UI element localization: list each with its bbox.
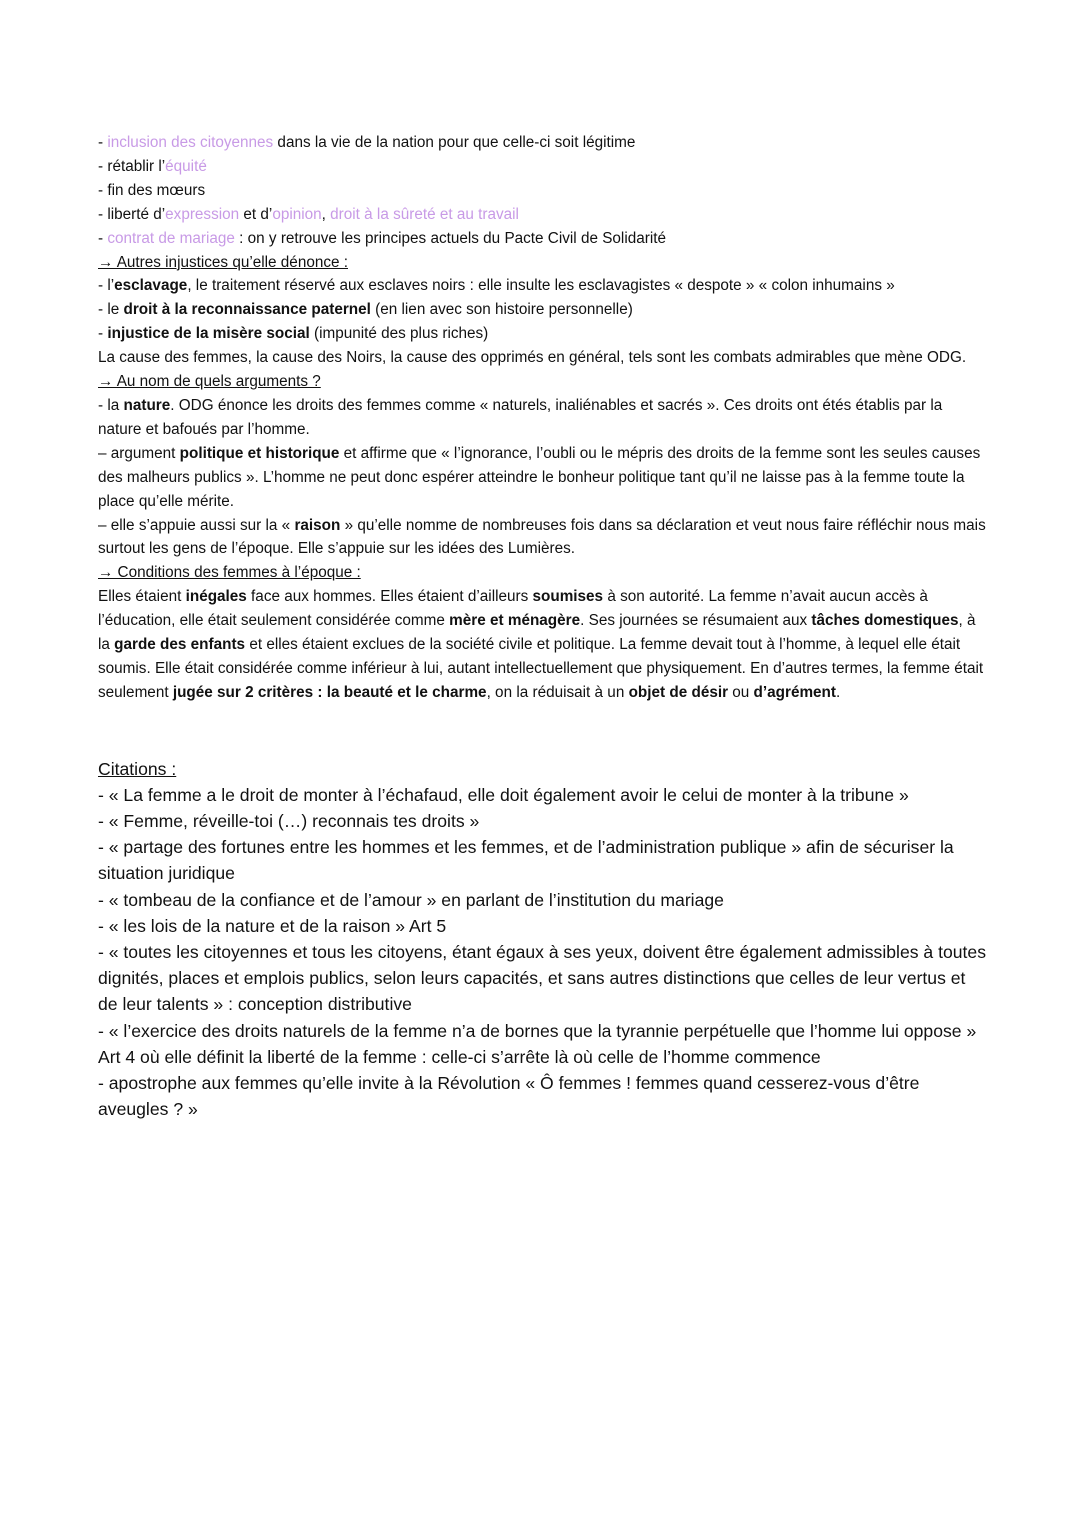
paragraph-text: et affirme que « l’ignorance, l’oubli ou le mépris des droits de la femme sont les seules causes des malheurs publics ». L’homme ne peut donc espérer atteindre le bonheur politique tant qu’il ne laisse pas à la femme toute la place qu’elle mérite. — [98, 444, 981, 510]
citation-item: - « les lois de la nature et de la raison » Art 5 — [98, 915, 447, 936]
list-item-text: - l’ — [98, 277, 115, 295]
citation-item: - « partage des fortunes entre les hommes et les femmes, et de l’administration publique » afin de sécuriser la situation juridique — [98, 837, 954, 884]
list-item-text: - rétablir l’ — [98, 157, 166, 175]
document-page — [98, 131, 988, 1122]
section-heading-arguments: → Au nom de quels arguments ? — [98, 373, 321, 391]
paragraph-text: – elle s’appuie aussi sur la « — [98, 516, 295, 534]
list-item-text: - le — [98, 301, 124, 319]
highlight-text: équité — [165, 157, 207, 175]
bold-text: raison — [294, 516, 341, 534]
paragraph-raison — [98, 514, 988, 562]
list-item-inclusion — [98, 131, 988, 155]
paragraph-text: . Ses journées se résumaient aux — [580, 612, 812, 630]
paragraph-conditions — [98, 585, 988, 705]
paragraph-text: – argument — [98, 444, 180, 462]
citation-item: - « tombeau de la confiance et de l’amour » en parlant de l’institution du mariage — [98, 889, 724, 910]
bold-text: mère et ménagère — [449, 612, 581, 630]
list-item-prefix: - — [98, 229, 108, 247]
highlight-text: droit à la sûreté et au travail — [330, 205, 519, 223]
bold-text: garde des enfants — [114, 636, 246, 654]
paragraph-text: face aux hommes. Elles étaient d’ailleurs — [246, 588, 533, 606]
list-item-liberte — [98, 203, 988, 227]
bold-text: jugée sur 2 critères : la beauté et le charme — [172, 683, 487, 701]
bold-text: nature — [123, 396, 171, 414]
list-item-text: : on y retrouve les principes actuels du Pacte Civil de Solidarité — [234, 229, 666, 247]
highlight-text: inclusion des citoyennes — [107, 134, 274, 151]
list-item-text: (en lien avec son histoire personnelle) — [370, 301, 633, 319]
list-item-text: (impunité des plus riches) — [309, 325, 489, 343]
highlight-text: contrat de mariage — [107, 229, 235, 247]
list-item-text: et d’ — [239, 205, 273, 223]
paragraph-nature — [98, 394, 988, 442]
bold-text: politique et historique — [179, 444, 340, 462]
paragraph-text: - la — [98, 396, 124, 414]
paragraph-text: et elles étaient exclues de la société civile et politique. La femme devait tout à l’homme, à lequel elle était soumis. Elle était considérée comme inférieur à lui, autant intellectuellement que physiquement. En d’autres termes, la femme était seulement — [98, 636, 984, 701]
list-item-text: , le traitement réservé aux esclaves noirs : elle insulte les esclavagistes « despote » « colon inhumains » — [187, 277, 895, 295]
section-spacer — [98, 705, 988, 756]
paragraph-text: , on la réduisait à un — [486, 683, 629, 701]
section-heading-injustices: → Autres injustices qu’elle dénonce : — [98, 253, 348, 271]
paragraph-text: Elles étaient — [98, 588, 186, 606]
list-item-esclavage — [98, 274, 988, 298]
list-item-text: - liberté d’ — [98, 205, 166, 223]
citation-item: - « l’exercice des droits naturels de la femme n’a de bornes que la tyrannie perpétuelle que l’homme lui oppose » Art 4 où elle définit la liberté de la femme : celle-ci s’arrête là où celle de l’homme commence — [98, 1020, 977, 1067]
highlight-text: expression — [165, 205, 240, 223]
bold-text: tâches domestiques — [811, 612, 959, 630]
paragraph-text: ou — [728, 683, 754, 701]
paragraph-causes: La cause des femmes, la cause des Noirs, la cause des opprimés en général, tels sont les combats admirables que mène ODG. — [98, 349, 967, 367]
paragraph-politique — [98, 442, 988, 514]
paragraph-text: . ODG énonce les droits des femmes comme « naturels, inaliénables et sacrés ». Ces droits ont étés établis par la nature et bafoués par l’homme. — [98, 396, 943, 438]
bold-text: soumises — [532, 588, 604, 606]
citation-item: - « La femme a le droit de monter à l’échafaud, elle doit également avoir le celui de monter à la tribune » — [98, 784, 909, 805]
bold-text: inégales — [185, 588, 247, 606]
paragraph-text: » qu’elle nomme de nombreuses fois dans sa déclaration et veut nous faire réfléchir nous mais surtout les gens de l’époque. Elle s’appuie sur les idées des Lumières. — [98, 516, 986, 558]
bold-text: droit à la reconnaissance paternel — [123, 301, 371, 319]
section-heading-conditions: → Conditions des femmes à l’époque : — [98, 564, 361, 582]
bold-text: esclavage — [114, 277, 188, 295]
paragraph-text: , à la — [98, 612, 976, 654]
citation-item: - apostrophe aux femmes qu’elle invite à la Révolution « Ô femmes ! femmes quand cesserez-vous d’être aveugles ? » — [98, 1072, 920, 1120]
list-item-misere — [98, 322, 988, 346]
paragraph-text: . — [836, 683, 841, 701]
bold-text: injustice de la misère social — [107, 325, 310, 343]
bold-text: objet de désir — [628, 683, 729, 701]
list-item-reconnaissance — [98, 298, 988, 322]
bold-text: d’agrément — [753, 683, 836, 701]
list-item-text: , — [321, 205, 331, 223]
list-item-prefix: - — [98, 134, 108, 151]
section-heading-citations: Citations : — [98, 758, 177, 779]
list-item-equite — [98, 155, 988, 179]
citation-item: - « Femme, réveille-toi (…) reconnais tes droits » — [98, 810, 480, 831]
list-item-text: dans la vie de la nation pour que celle-ci soit légitime — [273, 134, 636, 151]
list-item-moeurs: - fin des mœurs — [98, 181, 206, 199]
citation-item: - « toutes les citoyennes et tous les citoyens, étant égaux à ses yeux, doivent être également admissibles à toutes dignités, places et emplois publics, selon leurs capacités, et sans autres distinctions que celles de leur vertus et de leur talents » : conception distributive — [98, 941, 987, 1015]
highlight-text: opinion — [272, 205, 322, 223]
paragraph-text: à son autorité. La femme n’avait aucun accès à l’éducation, elle était seulement considérée comme — [98, 588, 928, 630]
list-item-text: - — [98, 325, 108, 343]
list-item-contrat — [98, 227, 988, 251]
